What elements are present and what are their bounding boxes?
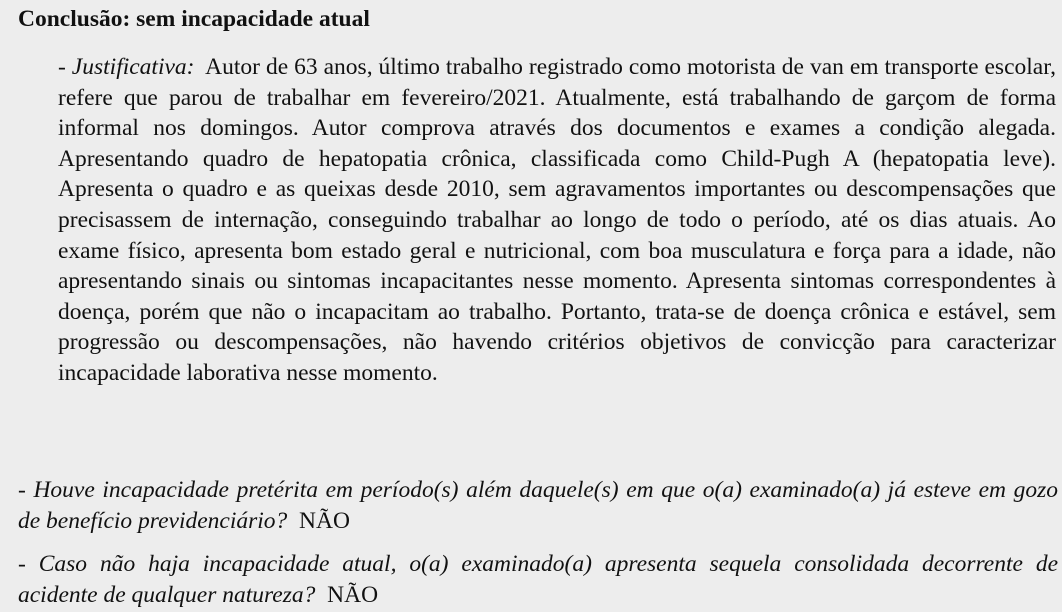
- question-answer: NÃO: [299, 507, 350, 534]
- question-consolidated-sequela: [18, 549, 1058, 610]
- justification-label: - Justificativa:: [58, 54, 195, 80]
- justification-paragraph: [58, 52, 1056, 389]
- question-text: - Caso não haja incapacidade atual, o(a) examinado(a) apresenta sequela consolidada decorrente de acidente de qualquer natureza?: [18, 551, 1058, 608]
- conclusion-heading: Conclusão: sem incapacidade atual: [18, 6, 370, 32]
- question-prior-incapacity: [18, 475, 1058, 536]
- question-text: - Houve incapacidade pretérita em período(s) além daquele(s) em que o(a) examinado(a) já esteve em gozo de benefício previdenciário?: [18, 477, 1058, 534]
- justification-text: Autor de 63 anos, último trabalho registrado como motorista de van em transporte escolar, refere que parou de trabalhar em fevereiro/2021. Atualmente, está trabalhando de garçom de forma informal nos domingos. Autor comprova através dos documentos e exames a condição alegada. Apresentando quadro de hepatopatia crônica, classificada como Child-Pugh A (hepatopatia leve). Apresenta o quadro e as queixas desde 2010, sem agravamentos importantes ou descompensações que precisassem de internação, conseguindo trabalhar ao longo de todo o período, até os dias atuais. Ao exame físico, apresenta bom estado geral e nutricional, com boa musculatura e força para a idade, não apresentando sinais ou sintomas incapacitantes nesse momento. Apresenta sintomas correspondentes à doença, porém que não o incapacitam ao trabalho. Portanto, trata-se de doença crônica e estável, sem progressão ou descompensações, não havendo critérios objetivos de convicção para caracterizar incapacidade laborativa nesse momento.: [58, 54, 1056, 386]
- question-answer: NÃO: [327, 581, 379, 608]
